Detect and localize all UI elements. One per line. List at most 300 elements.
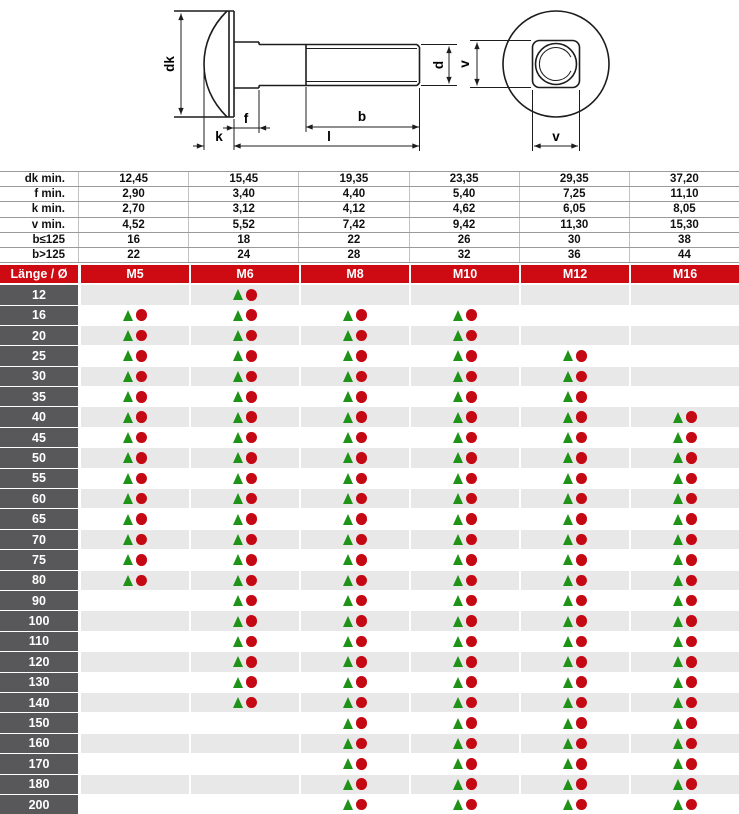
size-header-cell: M5 (81, 265, 189, 283)
availability-row (0, 550, 739, 569)
availability-cell (411, 795, 519, 814)
circle-marker-icon (576, 371, 587, 383)
availability-cell (521, 469, 629, 488)
availability-cell (631, 775, 739, 794)
availability-cell (81, 693, 189, 712)
availability-cell (411, 326, 519, 345)
availability-cell (81, 775, 189, 794)
availability-cell (81, 591, 189, 610)
circle-marker-icon (466, 330, 477, 342)
circle-marker-icon (576, 697, 587, 709)
availability-cell (521, 448, 629, 467)
circle-marker-icon (356, 309, 367, 321)
availability-cell (301, 673, 409, 692)
circle-marker-icon (356, 432, 367, 444)
dimension-row (0, 172, 739, 187)
head-circle (503, 11, 609, 117)
circle-marker-icon (576, 554, 587, 566)
circle-marker-icon (466, 636, 477, 648)
triangle-marker-icon (343, 412, 353, 423)
triangle-marker-icon (233, 514, 243, 525)
dimension-value: 7,42 (298, 218, 408, 232)
availability-cell (631, 346, 739, 365)
availability-cell (301, 652, 409, 671)
triangle-marker-icon (453, 677, 463, 688)
dimension-value: 4,40 (298, 187, 408, 201)
triangle-marker-icon (563, 575, 573, 586)
dimension-row (0, 218, 739, 233)
circle-marker-icon (466, 371, 477, 383)
circle-marker-icon (136, 473, 147, 485)
availability-cell (301, 346, 409, 365)
dimension-value: 4,12 (298, 202, 408, 216)
availability-cell (301, 428, 409, 447)
triangle-marker-icon (563, 350, 573, 361)
availability-cell (301, 367, 409, 386)
triangle-marker-icon (563, 718, 573, 729)
length-cell: 50 (0, 448, 78, 467)
triangle-marker-icon (343, 493, 353, 504)
availability-cell (411, 693, 519, 712)
triangle-marker-icon (123, 575, 133, 586)
triangle-marker-icon (673, 677, 683, 688)
triangle-marker-icon (123, 330, 133, 341)
dimension-row (0, 233, 739, 248)
availability-cell (521, 387, 629, 406)
dimension-value: 23,35 (409, 172, 519, 186)
availability-cell (411, 367, 519, 386)
circle-marker-icon (466, 473, 477, 485)
dimension-value: 6,05 (519, 202, 629, 216)
triangle-marker-icon (343, 432, 353, 443)
circle-marker-icon (466, 676, 477, 688)
dimension-value: 8,05 (629, 202, 739, 216)
triangle-marker-icon (563, 554, 573, 565)
circle-marker-icon (246, 309, 257, 321)
length-cell: 110 (0, 632, 78, 651)
availability-row (0, 509, 739, 528)
circle-marker-icon (136, 452, 147, 464)
availability-cell (521, 428, 629, 447)
dim-label-f: f (243, 111, 249, 126)
availability-cell (631, 754, 739, 773)
circle-marker-icon (356, 473, 367, 485)
availability-cell (81, 550, 189, 569)
availability-cell (301, 693, 409, 712)
triangle-marker-icon (123, 514, 133, 525)
circle-marker-icon (136, 493, 147, 505)
circle-marker-icon (136, 513, 147, 525)
triangle-marker-icon (673, 738, 683, 749)
triangle-marker-icon (563, 595, 573, 606)
triangle-marker-icon (233, 412, 243, 423)
availability-cell (521, 754, 629, 773)
head-dome-curve (204, 11, 227, 117)
availability-cell (301, 326, 409, 345)
triangle-marker-icon (343, 738, 353, 749)
availability-cell (521, 550, 629, 569)
triangle-marker-icon (343, 452, 353, 463)
triangle-marker-icon (673, 779, 683, 790)
length-cell: 80 (0, 571, 78, 590)
triangle-marker-icon (343, 575, 353, 586)
length-cell: 35 (0, 387, 78, 406)
availability-cell (191, 693, 299, 712)
triangle-marker-icon (673, 595, 683, 606)
triangle-marker-icon (453, 758, 463, 769)
dim-label-d: d (431, 60, 446, 70)
circle-marker-icon (466, 595, 477, 607)
availability-cell (411, 673, 519, 692)
availability-cell (81, 509, 189, 528)
bolt-end-view (503, 11, 609, 117)
triangle-marker-icon (563, 432, 573, 443)
triangle-marker-icon (563, 473, 573, 484)
triangle-marker-icon (563, 779, 573, 790)
availability-cell (631, 428, 739, 447)
circle-marker-icon (246, 513, 257, 525)
availability-table (0, 285, 739, 814)
availability-cell (411, 591, 519, 610)
triangle-marker-icon (233, 432, 243, 443)
dimension-value: 3,40 (188, 187, 298, 201)
circle-marker-icon (686, 676, 697, 688)
triangle-marker-icon (453, 595, 463, 606)
triangle-marker-icon (233, 452, 243, 463)
circle-marker-icon (466, 738, 477, 750)
availability-cell (191, 734, 299, 753)
availability-cell (631, 652, 739, 671)
availability-cell (521, 693, 629, 712)
triangle-marker-icon (453, 432, 463, 443)
triangle-marker-icon (123, 493, 133, 504)
triangle-marker-icon (453, 350, 463, 361)
circle-marker-icon (686, 493, 697, 505)
circle-marker-icon (466, 554, 477, 566)
circle-marker-icon (686, 452, 697, 464)
availability-cell (521, 652, 629, 671)
triangle-marker-icon (673, 432, 683, 443)
availability-cell (191, 571, 299, 590)
availability-cell (631, 713, 739, 732)
length-cell: 45 (0, 428, 78, 447)
availability-cell (81, 754, 189, 773)
availability-cell (521, 530, 629, 549)
length-cell: 30 (0, 367, 78, 386)
availability-cell (81, 387, 189, 406)
dimension-value: 44 (629, 248, 739, 262)
dimension-value: 16 (78, 233, 188, 247)
availability-cell (411, 530, 519, 549)
triangle-marker-icon (563, 616, 573, 627)
triangle-marker-icon (343, 310, 353, 321)
dimension-row-label: f min. (34, 188, 65, 201)
length-cell: 55 (0, 469, 78, 488)
availability-cell (191, 632, 299, 651)
dimension-value: 18 (188, 233, 298, 247)
triangle-marker-icon (453, 330, 463, 341)
availability-cell (81, 346, 189, 365)
circle-marker-icon (576, 758, 587, 770)
triangle-marker-icon (343, 697, 353, 708)
triangle-marker-icon (233, 371, 243, 382)
length-cell: 65 (0, 509, 78, 528)
circle-marker-icon (576, 513, 587, 525)
dimension-value: 24 (188, 248, 298, 262)
triangle-marker-icon (563, 738, 573, 749)
triangle-marker-icon (123, 534, 133, 545)
bolt-side-view (174, 11, 420, 117)
availability-cell (191, 428, 299, 447)
availability-cell (521, 632, 629, 651)
availability-cell (301, 775, 409, 794)
length-cell: 20 (0, 326, 78, 345)
availability-cell (191, 530, 299, 549)
circle-marker-icon (686, 615, 697, 627)
circle-marker-icon (356, 615, 367, 627)
triangle-marker-icon (563, 677, 573, 688)
dimension-value: 4,62 (409, 202, 519, 216)
circle-marker-icon (576, 676, 587, 688)
availability-cell (521, 367, 629, 386)
triangle-marker-icon (453, 473, 463, 484)
triangle-marker-icon (343, 636, 353, 647)
circle-marker-icon (356, 452, 367, 464)
circle-marker-icon (246, 676, 257, 688)
availability-cell (411, 611, 519, 630)
availability-cell (631, 285, 739, 304)
size-header-cell: M6 (191, 265, 299, 283)
availability-cell (191, 285, 299, 304)
circle-marker-icon (246, 473, 257, 485)
triangle-marker-icon (233, 350, 243, 361)
triangle-marker-icon (673, 636, 683, 647)
availability-cell (81, 489, 189, 508)
dimension-table (0, 171, 739, 263)
availability-cell (631, 530, 739, 549)
availability-cell (631, 591, 739, 610)
dim-label-b: b (357, 109, 367, 124)
triangle-marker-icon (673, 718, 683, 729)
availability-cell (301, 448, 409, 467)
dimension-row (0, 248, 739, 263)
circle-marker-icon (136, 575, 147, 587)
triangle-marker-icon (343, 391, 353, 402)
circle-marker-icon (576, 799, 587, 811)
dimension-value: 11,10 (629, 187, 739, 201)
circle-marker-icon (686, 738, 697, 750)
availability-cell (81, 326, 189, 345)
availability-cell (81, 367, 189, 386)
availability-row (0, 489, 739, 508)
circle-marker-icon (246, 289, 257, 301)
availability-row (0, 591, 739, 610)
triangle-marker-icon (453, 779, 463, 790)
availability-cell (81, 652, 189, 671)
triangle-marker-icon (453, 391, 463, 402)
dimension-value: 15,45 (188, 172, 298, 186)
triangle-marker-icon (233, 473, 243, 484)
availability-cell (191, 367, 299, 386)
availability-cell (631, 367, 739, 386)
circle-marker-icon (356, 778, 367, 790)
availability-cell (631, 326, 739, 345)
triangle-marker-icon (453, 493, 463, 504)
circle-marker-icon (466, 452, 477, 464)
circle-marker-icon (576, 595, 587, 607)
dimension-value: 29,35 (519, 172, 629, 186)
shank-circle (536, 44, 577, 85)
availability-cell (411, 509, 519, 528)
circle-marker-icon (576, 534, 587, 546)
triangle-marker-icon (123, 452, 133, 463)
availability-cell (521, 611, 629, 630)
triangle-marker-icon (673, 452, 683, 463)
availability-cell (521, 346, 629, 365)
circle-marker-icon (356, 676, 367, 688)
availability-cell (191, 713, 299, 732)
circle-marker-icon (246, 493, 257, 505)
length-cell: 16 (0, 306, 78, 325)
availability-row (0, 611, 739, 630)
availability-cell (301, 734, 409, 753)
dimension-value: 4,52 (78, 218, 188, 232)
availability-row (0, 326, 739, 345)
triangle-marker-icon (123, 432, 133, 443)
availability-row (0, 346, 739, 365)
availability-cell (81, 571, 189, 590)
triangle-marker-icon (233, 575, 243, 586)
triangle-marker-icon (563, 452, 573, 463)
circle-marker-icon (246, 534, 257, 546)
dimension-value: 32 (409, 248, 519, 262)
availability-row (0, 632, 739, 651)
circle-marker-icon (246, 615, 257, 627)
length-diameter-header: Länge / Ø (0, 265, 78, 283)
availability-cell (521, 713, 629, 732)
triangle-marker-icon (453, 697, 463, 708)
availability-row (0, 469, 739, 488)
circle-marker-icon (466, 758, 477, 770)
circle-marker-icon (466, 697, 477, 709)
availability-cell (411, 306, 519, 325)
availability-cell (411, 489, 519, 508)
triangle-marker-icon (453, 310, 463, 321)
circle-marker-icon (686, 778, 697, 790)
triangle-marker-icon (123, 412, 133, 423)
circle-marker-icon (356, 799, 367, 811)
circle-marker-icon (356, 656, 367, 668)
triangle-marker-icon (233, 616, 243, 627)
availability-cell (411, 448, 519, 467)
triangle-marker-icon (123, 473, 133, 484)
circle-marker-icon (136, 350, 147, 362)
length-cell: 70 (0, 530, 78, 549)
availability-row (0, 775, 739, 794)
triangle-marker-icon (453, 514, 463, 525)
circle-marker-icon (246, 697, 257, 709)
availability-cell (631, 509, 739, 528)
availability-cell (631, 734, 739, 753)
circle-marker-icon (466, 391, 477, 403)
circle-marker-icon (466, 350, 477, 362)
length-cell: 75 (0, 550, 78, 569)
availability-cell (521, 285, 629, 304)
availability-cell (301, 530, 409, 549)
dimension-value: 38 (629, 233, 739, 247)
triangle-marker-icon (343, 554, 353, 565)
circle-marker-icon (356, 513, 367, 525)
triangle-marker-icon (343, 534, 353, 545)
triangle-marker-icon (233, 289, 243, 300)
availability-row (0, 795, 739, 814)
circle-marker-icon (356, 350, 367, 362)
availability-cell (301, 754, 409, 773)
triangle-marker-icon (343, 616, 353, 627)
triangle-marker-icon (673, 534, 683, 545)
triangle-marker-icon (343, 473, 353, 484)
availability-cell (301, 285, 409, 304)
availability-cell (191, 652, 299, 671)
availability-cell (521, 795, 629, 814)
circle-marker-icon (246, 636, 257, 648)
length-cell: 130 (0, 673, 78, 692)
triangle-marker-icon (563, 799, 573, 810)
circle-marker-icon (246, 452, 257, 464)
availability-cell (81, 448, 189, 467)
circle-marker-icon (466, 717, 477, 729)
availability-cell (191, 673, 299, 692)
size-header-cell: M10 (411, 265, 519, 283)
circle-marker-icon (686, 717, 697, 729)
availability-cell (191, 795, 299, 814)
availability-cell (191, 591, 299, 610)
circle-marker-icon (576, 350, 587, 362)
circle-marker-icon (136, 554, 147, 566)
circle-marker-icon (136, 534, 147, 546)
circle-marker-icon (356, 391, 367, 403)
dimension-value: 5,52 (188, 218, 298, 232)
length-cell: 200 (0, 795, 78, 814)
triangle-marker-icon (343, 779, 353, 790)
dimension-value: 11,30 (519, 218, 629, 232)
dimension-value: 7,25 (519, 187, 629, 201)
triangle-marker-icon (563, 493, 573, 504)
circle-marker-icon (576, 391, 587, 403)
availability-row (0, 387, 739, 406)
circle-marker-icon (136, 330, 147, 342)
availability-row (0, 448, 739, 467)
circle-marker-icon (356, 330, 367, 342)
triangle-marker-icon (343, 656, 353, 667)
availability-cell (411, 652, 519, 671)
triangle-marker-icon (673, 656, 683, 667)
triangle-marker-icon (453, 636, 463, 647)
availability-cell (631, 611, 739, 630)
triangle-marker-icon (453, 799, 463, 810)
dimension-value: 37,20 (629, 172, 739, 186)
dimension-value: 9,42 (409, 218, 519, 232)
availability-row (0, 734, 739, 753)
triangle-marker-icon (563, 697, 573, 708)
triangle-marker-icon (343, 514, 353, 525)
triangle-marker-icon (563, 636, 573, 647)
circle-marker-icon (466, 493, 477, 505)
dimension-value: 22 (78, 248, 188, 262)
availability-cell (411, 285, 519, 304)
circle-marker-icon (466, 656, 477, 668)
dimension-value: 12,45 (78, 172, 188, 186)
